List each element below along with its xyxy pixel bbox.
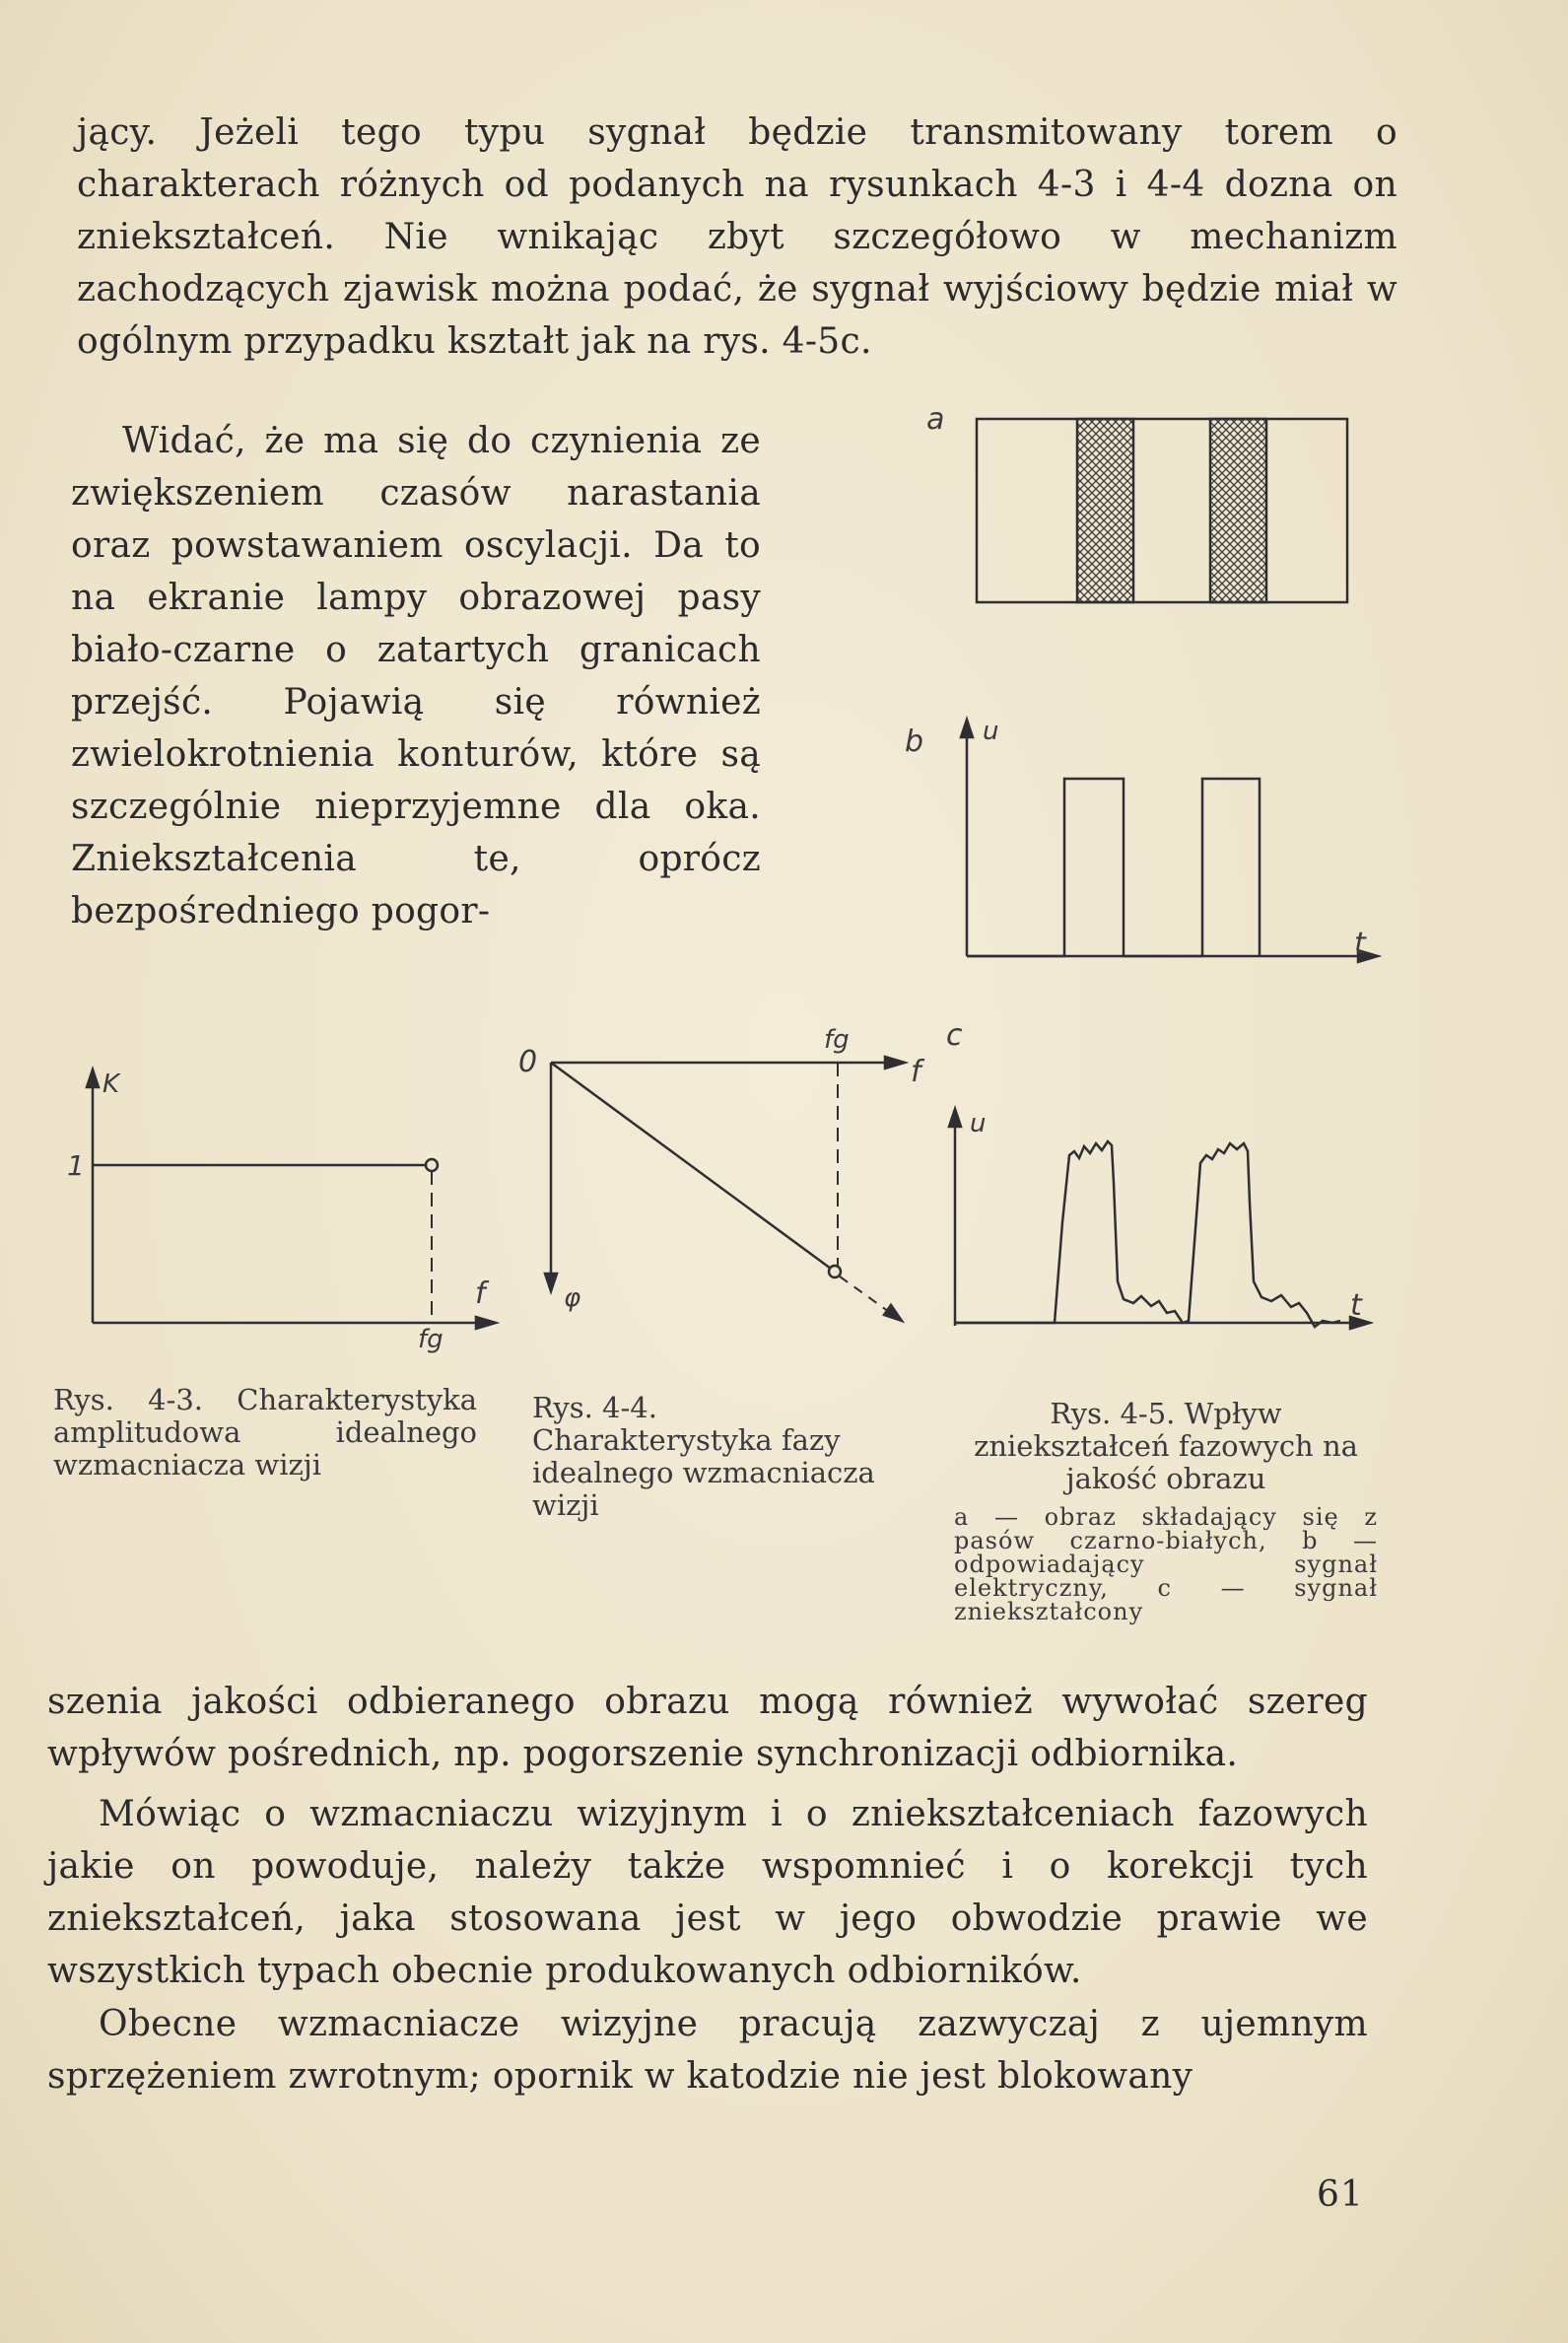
fig3-label-fg: fg (418, 1325, 443, 1354)
paragraph-continued: szenia jakości odbieranego obrazu mogą również wywołać szereg wpływów pośrednich, np. pogorszenie synchronizacji odbiornika. (47, 1682, 1368, 1774)
fig4-label-phi: φ (564, 1283, 581, 1313)
fig5b-label-u: u (983, 717, 999, 746)
fig4-label-zero: 0 (518, 1045, 538, 1079)
fig5a-frame (977, 419, 1347, 602)
fig5c-label-t: t (1350, 1288, 1362, 1323)
fig4-label-f: f (911, 1055, 921, 1089)
paragraph-top: jący. Jeżeli tego typu sygnał będzie transmitowany torem o charakterach różnych od podanych na rysunkach 4-3 i 4-4 dozna on zniekształceń. Nie wnikając zbyt szczegółowo w mechanizm zachodzących zjawisk można podać, że sygnał wyjściowy będzie miał w ogólnym przypadku kształt jak na rys. 4-5c. (77, 112, 1398, 362)
fig3-f-arrow (476, 1317, 496, 1329)
fig4-extension-dashed (840, 1276, 892, 1314)
fig4-f-arrow (885, 1057, 905, 1068)
fig3-caption: Rys. 4-3. Charakterystyka amplitudowa idealnego wzmacniacza wizji (53, 1383, 477, 1482)
fig4-cutoff-point (829, 1266, 841, 1277)
fig5b-pulses (967, 779, 1260, 956)
fig5-label-c: c (946, 1018, 963, 1053)
fig4-phase-line (551, 1063, 831, 1269)
fig3-label-one: 1 (67, 1149, 85, 1182)
fig5b-u-arrow (961, 720, 973, 737)
fig3-label-k: K (102, 1069, 120, 1099)
fig3-cutoff-point (426, 1159, 438, 1171)
fig3-label-f: f (475, 1276, 486, 1311)
page-number: 61 (1317, 2174, 1364, 2215)
fig5-caption (954, 1398, 1378, 1623)
fig5-label-a: a (926, 402, 945, 437)
fig5b-label-t: t (1354, 927, 1366, 961)
paragraph-side: Widać, że ma się do czynienia ze zwiększeniem czasów narastania oraz powstawaniem oscylacji. Da to na ekranie lampy obrazowej pasy biało-czarne o zatartych granicach przejść. Pojawią się również zwielokrotnienia konturów, które są szczególnie nieprzyjemne dla oka. Zniekształcenia te, oprócz bezpośredniego pogor- (71, 421, 761, 931)
fig5c-u-arrow (949, 1109, 961, 1127)
fig5a-black-stripe (1210, 419, 1266, 602)
fig4-phi-arrow (545, 1274, 557, 1291)
fig4-extension-arrow (884, 1305, 902, 1321)
paragraph-last: Obecne wzmacniacze wizyjne pracują zazwyczaj z ujemnym sprzężeniem zwrotnym; opornik w katodzie nie jest blokowany (47, 2004, 1368, 2097)
fig5a-black-stripe (1077, 419, 1133, 602)
paragraph-correction: Mówiąc o wzmacniaczu wizyjnym i o zniekształceniach fazowych jakie on powoduje, należy także wspomnieć i o korekcji tych zniekształceń, jaka stosowana jest w jego obwodzie prawie we wszystkich typach obecnie produkowanych odbiorników. (47, 1794, 1368, 1991)
fig4-label-fg: fg (824, 1025, 850, 1055)
fig5-label-b: b (905, 724, 924, 759)
fig5c-label-u: u (970, 1109, 987, 1138)
fig3-k-arrow (87, 1069, 99, 1087)
fig4-caption: Rys. 4-4. Charakterystyka fazy idealnego wzmacniacza wizji (532, 1391, 875, 1522)
fig5-caption-legend: a — obraz składający się z pasów czarno-białych, b — odpowiadający sygnał elektryczny, c — sygnał zniekształcony (954, 1503, 1378, 1625)
fig5c-distorted-pulses (955, 1141, 1340, 1327)
fig5-caption-title: Rys. 4-5. Wpływ zniekształceń fazowych na jakość obrazu (974, 1397, 1358, 1495)
